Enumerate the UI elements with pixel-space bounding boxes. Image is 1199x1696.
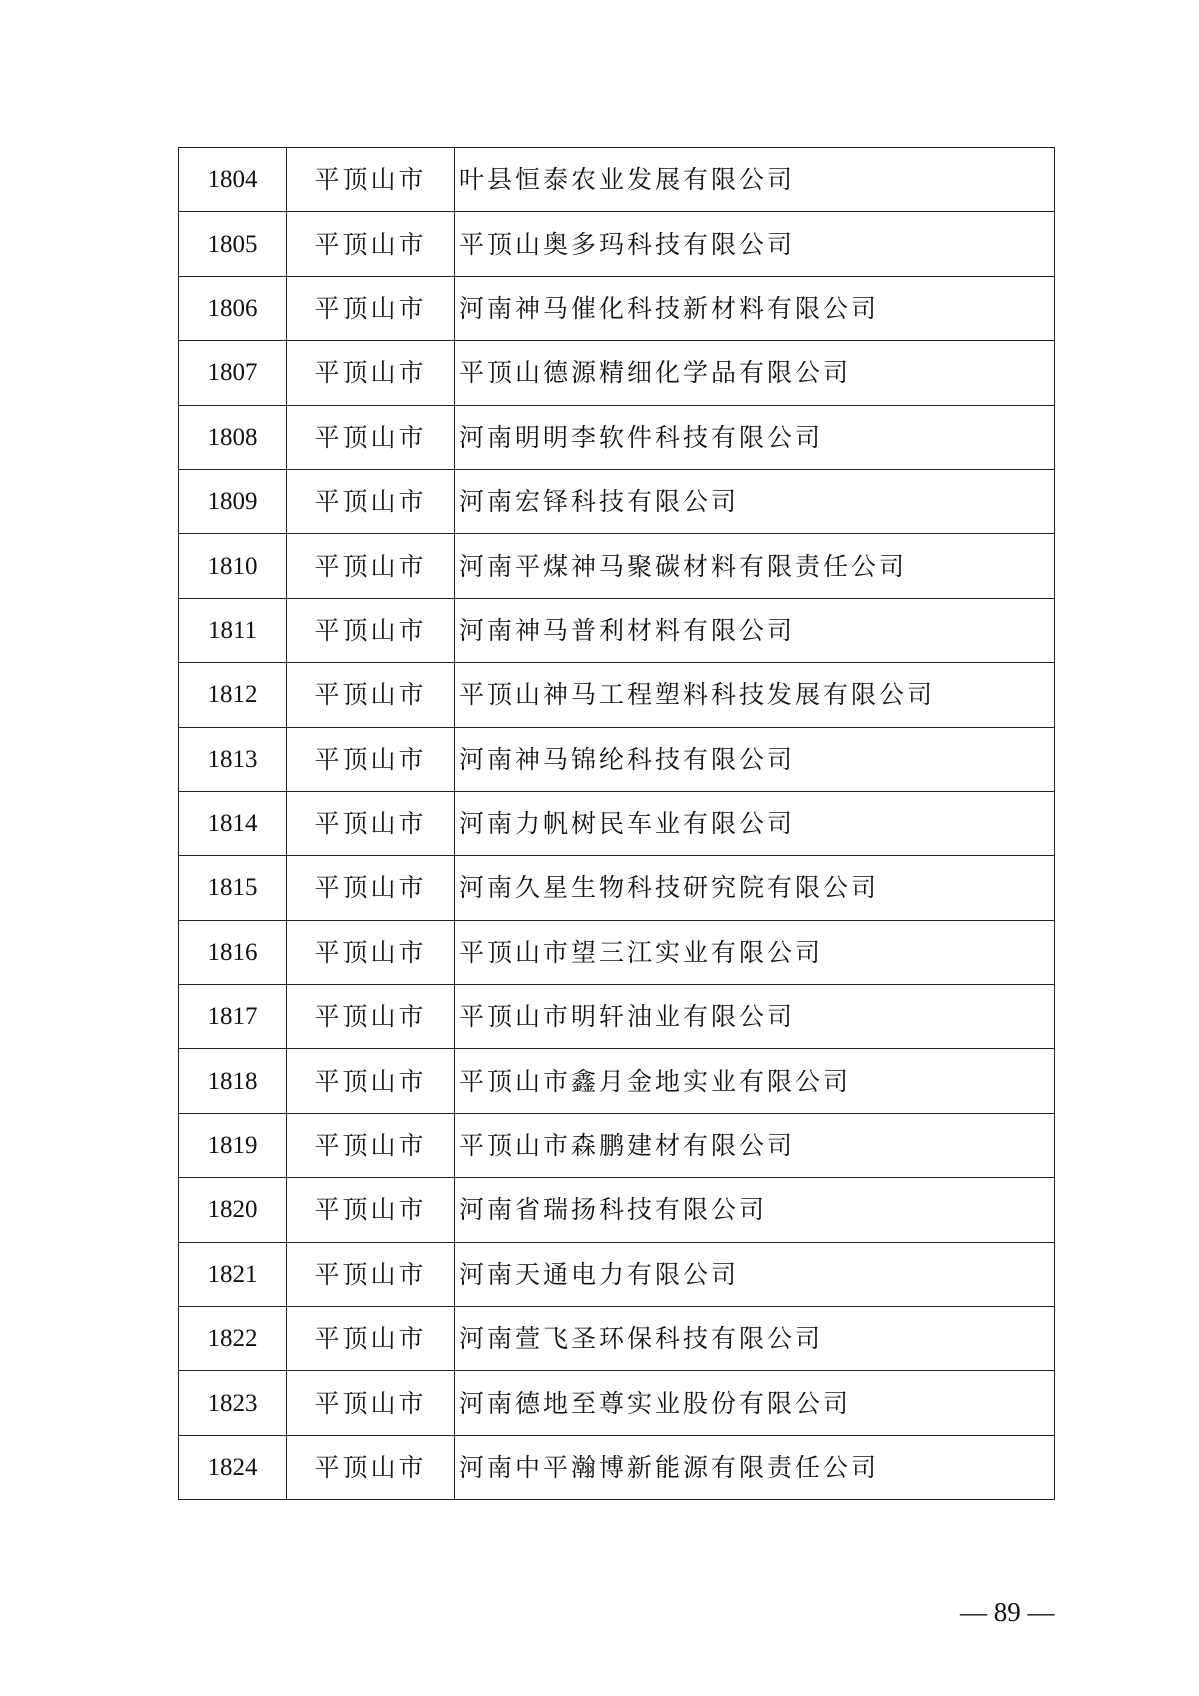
table-row [179,598,1055,662]
company-name-cell: 河南力帆树民车业有限公司 [455,791,1055,855]
row-number-cell: 1805 [179,212,287,276]
company-name-cell: 平顶山市望三江实业有限公司 [455,920,1055,984]
table-row [179,856,1055,920]
company-list-table [178,147,1055,1500]
table-row [179,791,1055,855]
city-cell: 平顶山市 [287,1307,455,1371]
company-name-cell: 河南平煤神马聚碳材料有限责任公司 [455,534,1055,598]
row-number-cell: 1819 [179,1113,287,1177]
table-row [179,1242,1055,1306]
city-cell: 平顶山市 [287,791,455,855]
company-name-cell: 平顶山市鑫月金地实业有限公司 [455,1049,1055,1113]
company-name-cell: 河南萱飞圣环保科技有限公司 [455,1307,1055,1371]
row-number-cell: 1820 [179,1178,287,1242]
table-row [179,985,1055,1049]
city-cell: 平顶山市 [287,663,455,727]
company-name-cell: 河南中平瀚博新能源有限责任公司 [455,1435,1055,1499]
table-body [179,148,1055,1500]
row-number-cell: 1811 [179,598,287,662]
table-row [179,1113,1055,1177]
company-name-cell: 平顶山神马工程塑料科技发展有限公司 [455,663,1055,727]
table-row [179,663,1055,727]
row-number-cell: 1809 [179,469,287,533]
city-cell: 平顶山市 [287,148,455,212]
company-name-cell: 河南神马催化科技新材料有限公司 [455,276,1055,340]
company-name-cell: 河南久星生物科技研究院有限公司 [455,856,1055,920]
company-name-cell: 河南德地至尊实业股份有限公司 [455,1371,1055,1435]
company-name-cell: 河南神马锦纶科技有限公司 [455,727,1055,791]
table-row [179,920,1055,984]
city-cell: 平顶山市 [287,727,455,791]
company-name-cell: 河南明明李软件科技有限公司 [455,405,1055,469]
row-number-cell: 1806 [179,276,287,340]
table-row [179,469,1055,533]
table-row [179,1371,1055,1435]
row-number-cell: 1821 [179,1242,287,1306]
table-row [179,148,1055,212]
table-row [179,1307,1055,1371]
table-row [179,1435,1055,1499]
city-cell: 平顶山市 [287,985,455,1049]
table-row [179,534,1055,598]
table-row [179,1178,1055,1242]
row-number-cell: 1823 [179,1371,287,1435]
row-number-cell: 1813 [179,727,287,791]
city-cell: 平顶山市 [287,1049,455,1113]
row-number-cell: 1804 [179,148,287,212]
row-number-cell: 1808 [179,405,287,469]
company-name-cell: 平顶山市森鹏建材有限公司 [455,1113,1055,1177]
table-row [179,1049,1055,1113]
company-name-cell: 河南宏铎科技有限公司 [455,469,1055,533]
row-number-cell: 1822 [179,1307,287,1371]
company-name-cell: 叶县恒泰农业发展有限公司 [455,148,1055,212]
company-name-cell: 平顶山市明轩油业有限公司 [455,985,1055,1049]
city-cell: 平顶山市 [287,1435,455,1499]
city-cell: 平顶山市 [287,1113,455,1177]
city-cell: 平顶山市 [287,1178,455,1242]
city-cell: 平顶山市 [287,1371,455,1435]
city-cell: 平顶山市 [287,534,455,598]
city-cell: 平顶山市 [287,598,455,662]
company-name-cell: 平顶山德源精细化学品有限公司 [455,341,1055,405]
row-number-cell: 1812 [179,663,287,727]
city-cell: 平顶山市 [287,856,455,920]
row-number-cell: 1824 [179,1435,287,1499]
city-cell: 平顶山市 [287,1242,455,1306]
page-number: — 89 — [960,1597,1055,1627]
table-row [179,341,1055,405]
table-row [179,405,1055,469]
company-name-cell: 河南神马普利材料有限公司 [455,598,1055,662]
company-name-cell: 平顶山奥多玛科技有限公司 [455,212,1055,276]
table-row [179,212,1055,276]
table-row [179,276,1055,340]
city-cell: 平顶山市 [287,276,455,340]
city-cell: 平顶山市 [287,469,455,533]
city-cell: 平顶山市 [287,212,455,276]
row-number-cell: 1814 [179,791,287,855]
company-name-cell: 河南省瑞扬科技有限公司 [455,1178,1055,1242]
city-cell: 平顶山市 [287,341,455,405]
city-cell: 平顶山市 [287,920,455,984]
row-number-cell: 1817 [179,985,287,1049]
company-name-cell: 河南天通电力有限公司 [455,1242,1055,1306]
row-number-cell: 1818 [179,1049,287,1113]
row-number-cell: 1807 [179,341,287,405]
row-number-cell: 1810 [179,534,287,598]
row-number-cell: 1816 [179,920,287,984]
table-row [179,727,1055,791]
city-cell: 平顶山市 [287,405,455,469]
row-number-cell: 1815 [179,856,287,920]
